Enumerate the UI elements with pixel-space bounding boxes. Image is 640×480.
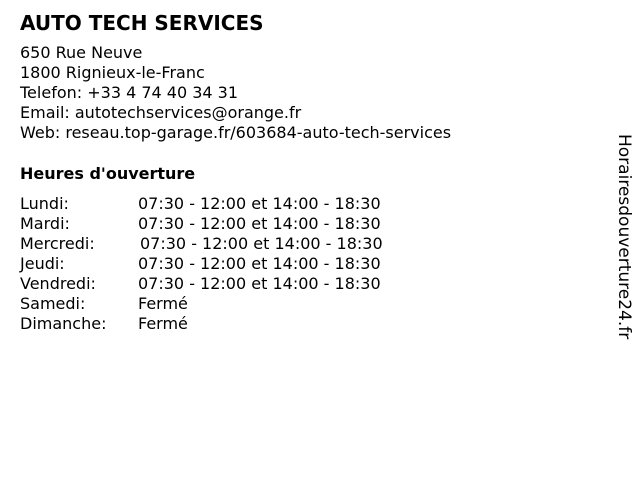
time-value: 07:30 - 12:00 et 14:00 - 18:30 [140,234,383,253]
address-line-2: 1800 Rignieux-le-Franc [20,63,205,82]
watermark-text: Horairesdouverture24.fr [614,134,634,340]
time-value: 07:30 - 12:00 et 14:00 - 18:30 [138,214,381,233]
web-text: Web: reseau.top-garage.fr/603684-auto-tech-services [20,123,452,142]
address-line-1: 650 Rue Neuve [20,43,143,62]
hours-table [20,194,383,334]
day-label: Samedi: [20,294,86,313]
time-value: 07:30 - 12:00 et 14:00 - 18:30 [138,254,381,273]
hours-row-vendredi [20,274,383,294]
day-label: Vendredi: [20,274,96,293]
hours-row-lundi [20,194,383,214]
contact-info [20,43,451,143]
email-text: Email: autotechservices@orange.fr [20,103,302,122]
hours-row-mardi [20,214,383,234]
day-label: Lundi: [20,194,69,213]
time-value: 07:30 - 12:00 et 14:00 - 18:30 [138,194,381,213]
hours-row-mercredi [20,234,383,254]
day-label: Jeudi: [20,254,65,273]
time-value: 07:30 - 12:00 et 14:00 - 18:30 [138,274,381,293]
hours-row-dimanche [20,314,383,334]
phone-text: Telefon: +33 4 74 40 34 31 [20,83,239,102]
hours-title: Heures d'ouverture [20,164,196,183]
business-name: AUTO TECH SERVICES [20,11,264,35]
day-label: Mardi: [20,214,70,233]
day-label: Mercredi: [20,234,95,253]
time-value: Fermé [138,314,188,333]
hours-row-jeudi [20,254,383,274]
time-value: Fermé [138,294,188,313]
hours-row-samedi [20,294,383,314]
day-label: Dimanche: [20,314,107,333]
